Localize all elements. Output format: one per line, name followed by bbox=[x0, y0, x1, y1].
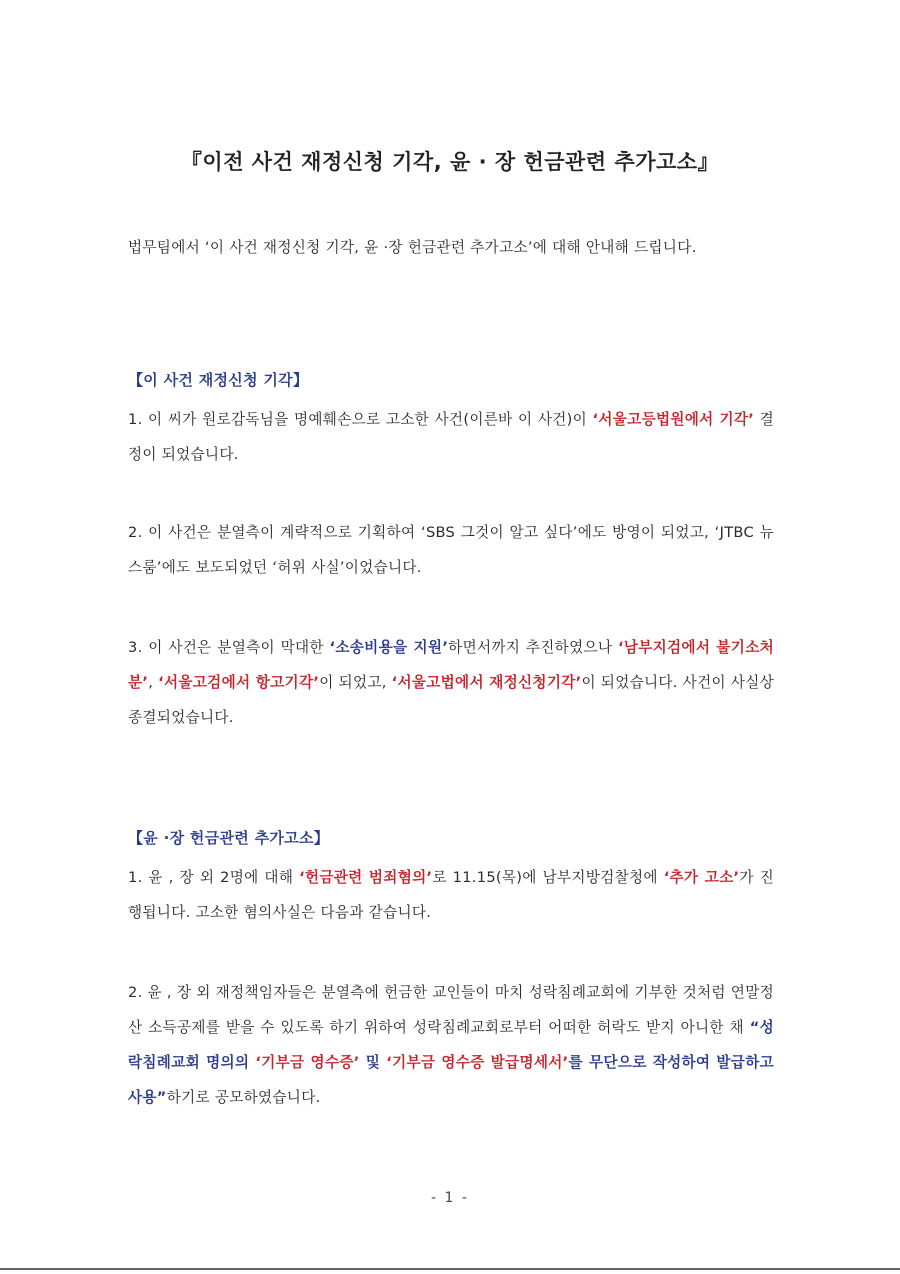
text: 가 진행됩니다. 고소한 혐의사실은 다음과 같습니다. bbox=[128, 869, 775, 921]
highlight-text: ‘추가 고소’ bbox=[663, 869, 740, 886]
text: 1. 이 씨가 원로감독님을 명예훼손으로 고소한 사건(이른바 이 사건)이 bbox=[128, 411, 593, 428]
text: 결정이 되었습니다. bbox=[128, 411, 774, 463]
intro-paragraph: 법무팀에서 ‘이 사건 재정신청 기각, 윤 ·장 헌금관련 추가고소’에 대해 안내해 드립니다. bbox=[128, 239, 697, 256]
highlight-text: ‘서울고등법원에서 기각’ bbox=[592, 411, 755, 428]
section1-paragraph-3 bbox=[128, 630, 774, 735]
text: 3. 이 사건은 분열측이 막대한 bbox=[128, 639, 330, 656]
bottom-divider bbox=[0, 1268, 900, 1270]
text: 하기로 공모하였습니다. bbox=[166, 1089, 321, 1106]
text: 하면서까지 추진하였으나 bbox=[448, 639, 618, 656]
highlight-text: ‘서울고법에서 재정신청기각’ bbox=[391, 674, 582, 691]
highlight-text: “성락침례교회 명의의 bbox=[128, 1019, 774, 1071]
text: 2. 윤 , 장 외 재정책임자들은 분열측에 헌금한 교인들이 마치 성락침례교회에 기부한 것처럼 연말정산 소득공제를 받을 수 있도록 하기 위하여 성락침례교회로부터 어떠한 허락도 받지 아니한 채 bbox=[128, 984, 774, 1036]
text: 로 11.15(목)에 남부지방검찰청에 bbox=[432, 869, 664, 886]
document-title: 『이전 사건 재정신청 기각, 윤 · 장 헌금관련 추가고소』 bbox=[180, 150, 720, 174]
section2-paragraph-2 bbox=[128, 975, 774, 1115]
highlight-text: ‘남부지검에서 불기소처분’ bbox=[128, 639, 774, 691]
page-number: - 1 - bbox=[431, 1190, 469, 1206]
text: 이 되었고, bbox=[319, 674, 392, 691]
highlight-text: ‘소송비용을 지원’ bbox=[329, 639, 449, 656]
text: , bbox=[148, 674, 159, 691]
section1-heading: 【이 사건 재정신청 기각】 bbox=[128, 371, 309, 389]
section2-heading: 【윤 ·장 헌금관련 추가고소】 bbox=[128, 829, 330, 847]
highlight-text: ‘기부금 영수증 발급명세서’ bbox=[386, 1054, 569, 1071]
highlight-text: ‘서울고검에서 항고기각’ bbox=[158, 674, 320, 691]
section1-paragraph-1 bbox=[128, 402, 774, 472]
text: 1. 윤 , 장 외 2명에 대해 bbox=[128, 869, 300, 886]
highlight-text: ‘기부금 영수증’ bbox=[255, 1054, 360, 1071]
section1-paragraph-2: 2. 이 사건은 분열측이 계략적으로 기획하여 ‘SBS 그것이 알고 싶다’에도 방영이 되었고, ‘JTBC 뉴스룸’에도 보도되었던 ‘허위 사실’이었습니다. bbox=[128, 524, 774, 576]
text: 이 되었습니다. 사건이 사실상 종결되었습니다. bbox=[128, 674, 775, 726]
highlight-text: ‘헌금관련 범죄혐의’ bbox=[299, 869, 433, 886]
highlight-text: 를 무단으로 작성하여 발급하고 사용” bbox=[128, 1054, 774, 1106]
highlight-text: 및 bbox=[359, 1054, 387, 1071]
section2-paragraph-1 bbox=[128, 860, 774, 930]
